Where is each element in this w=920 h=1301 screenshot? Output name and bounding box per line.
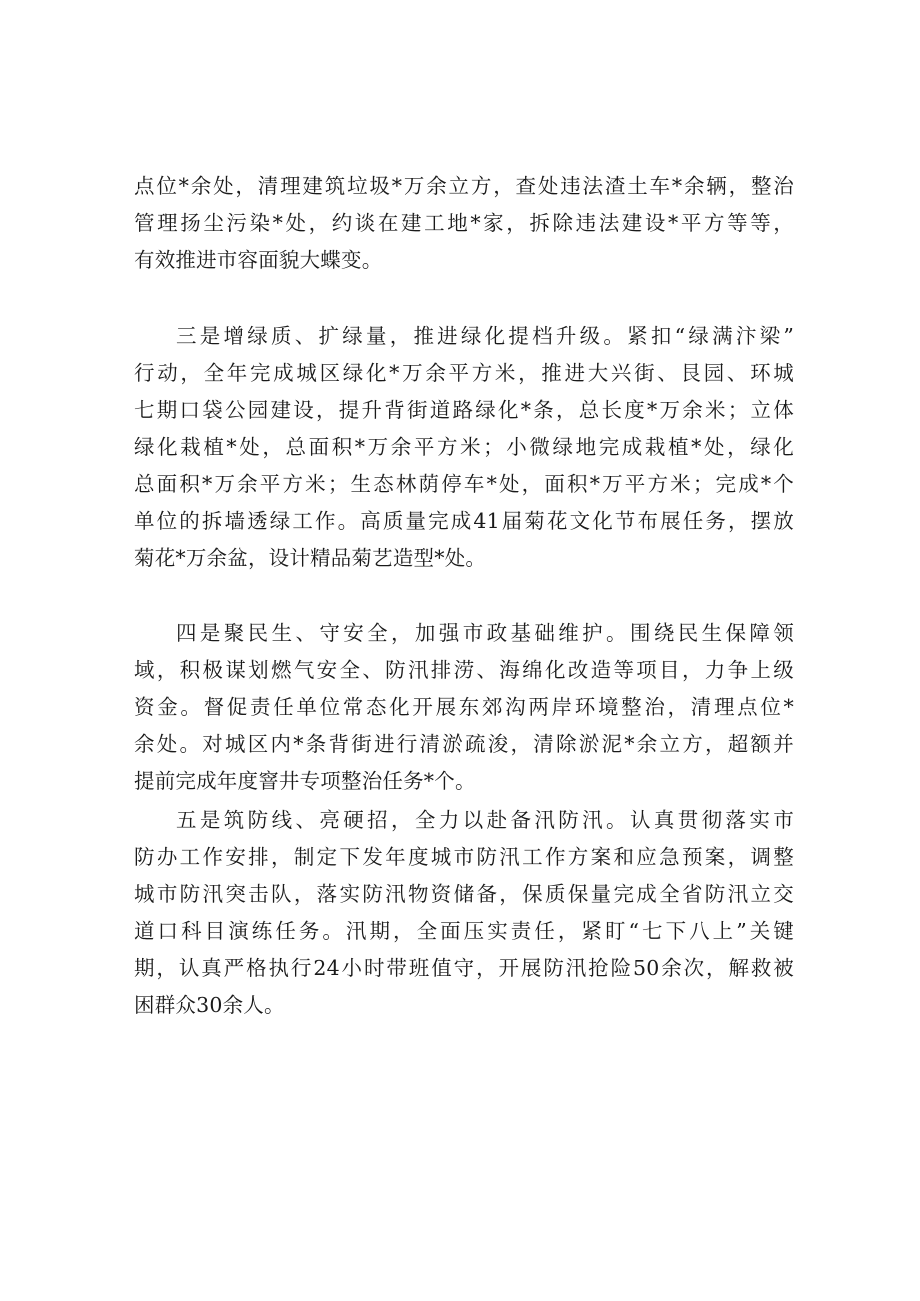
text-line: 期，认真严格执行24小时带班值守，开展防汛抢险50余次，解救被 bbox=[134, 956, 794, 980]
text-line: 域，积极谋划燃气安全、防汛排涝、海绵化改造等项目，力争上级 bbox=[134, 658, 794, 682]
text-line: 总面积*万余平方米；生态林荫停车*处，面积*万平方米；完成*个 bbox=[134, 472, 794, 496]
text-line: 行动，全年完成城区绿化*万余平方米，推进大兴街、艮园、环城 bbox=[134, 361, 794, 385]
paragraph-city-appearance bbox=[134, 168, 794, 279]
text-line: 三是增绿质、扩绿量，推进绿化提档升级。紧扣“绿满汴梁” bbox=[176, 324, 794, 348]
paragraph-municipal-maintenance bbox=[134, 615, 794, 800]
text-line: 城市防汛突击队，落实防汛物资储备，保质保量完成全省防汛立交 bbox=[134, 882, 794, 906]
text-line: 四是聚民生、守安全，加强市政基础维护。围绕民生保障领 bbox=[176, 621, 794, 645]
text-line: 余处。对城区内*条背街进行清淤疏浚，清除淤泥*余立方，超额并 bbox=[134, 732, 794, 756]
text-line: 有效推进市容面貌大蝶变。 bbox=[134, 248, 383, 272]
text-line: 提前完成年度窨井专项整治任务*个。 bbox=[134, 769, 476, 793]
text-line: 管理扬尘污染*处，约谈在建工地*家，拆除违法建设*平方等等， bbox=[134, 211, 794, 235]
text-line: 困群众30余人。 bbox=[134, 993, 285, 1017]
paragraph-greening bbox=[134, 318, 794, 577]
text-line: 道口科目演练任务。汛期，全面压实责任，紧盯“七下八上”关键 bbox=[134, 919, 794, 943]
text-line: 防办工作安排，制定下发年度城市防汛工作方案和应急预案，调整 bbox=[134, 845, 794, 869]
text-line: 七期口袋公园建设，提升背街道路绿化*条，总长度*万余米；立体 bbox=[134, 398, 794, 422]
text-line: 菊花*万余盆，设计精品菊艺造型*处。 bbox=[134, 546, 487, 570]
paragraph-flood-control bbox=[134, 802, 794, 1024]
text-line: 资金。督促责任单位常态化开展东郊沟两岸环境整治，清理点位* bbox=[134, 695, 794, 719]
text-line: 单位的拆墙透绿工作。高质量完成41届菊花文化节布展任务，摆放 bbox=[134, 509, 794, 533]
text-line: 点位*余处，清理建筑垃圾*万余立方，查处违法渣土车*余辆，整治 bbox=[134, 174, 794, 198]
text-line: 绿化栽植*处，总面积*万余平方米；小微绿地完成栽植*处，绿化 bbox=[134, 435, 794, 459]
text-line: 五是筑防线、亮硬招，全力以赴备汛防汛。认真贯彻落实市 bbox=[176, 808, 794, 832]
